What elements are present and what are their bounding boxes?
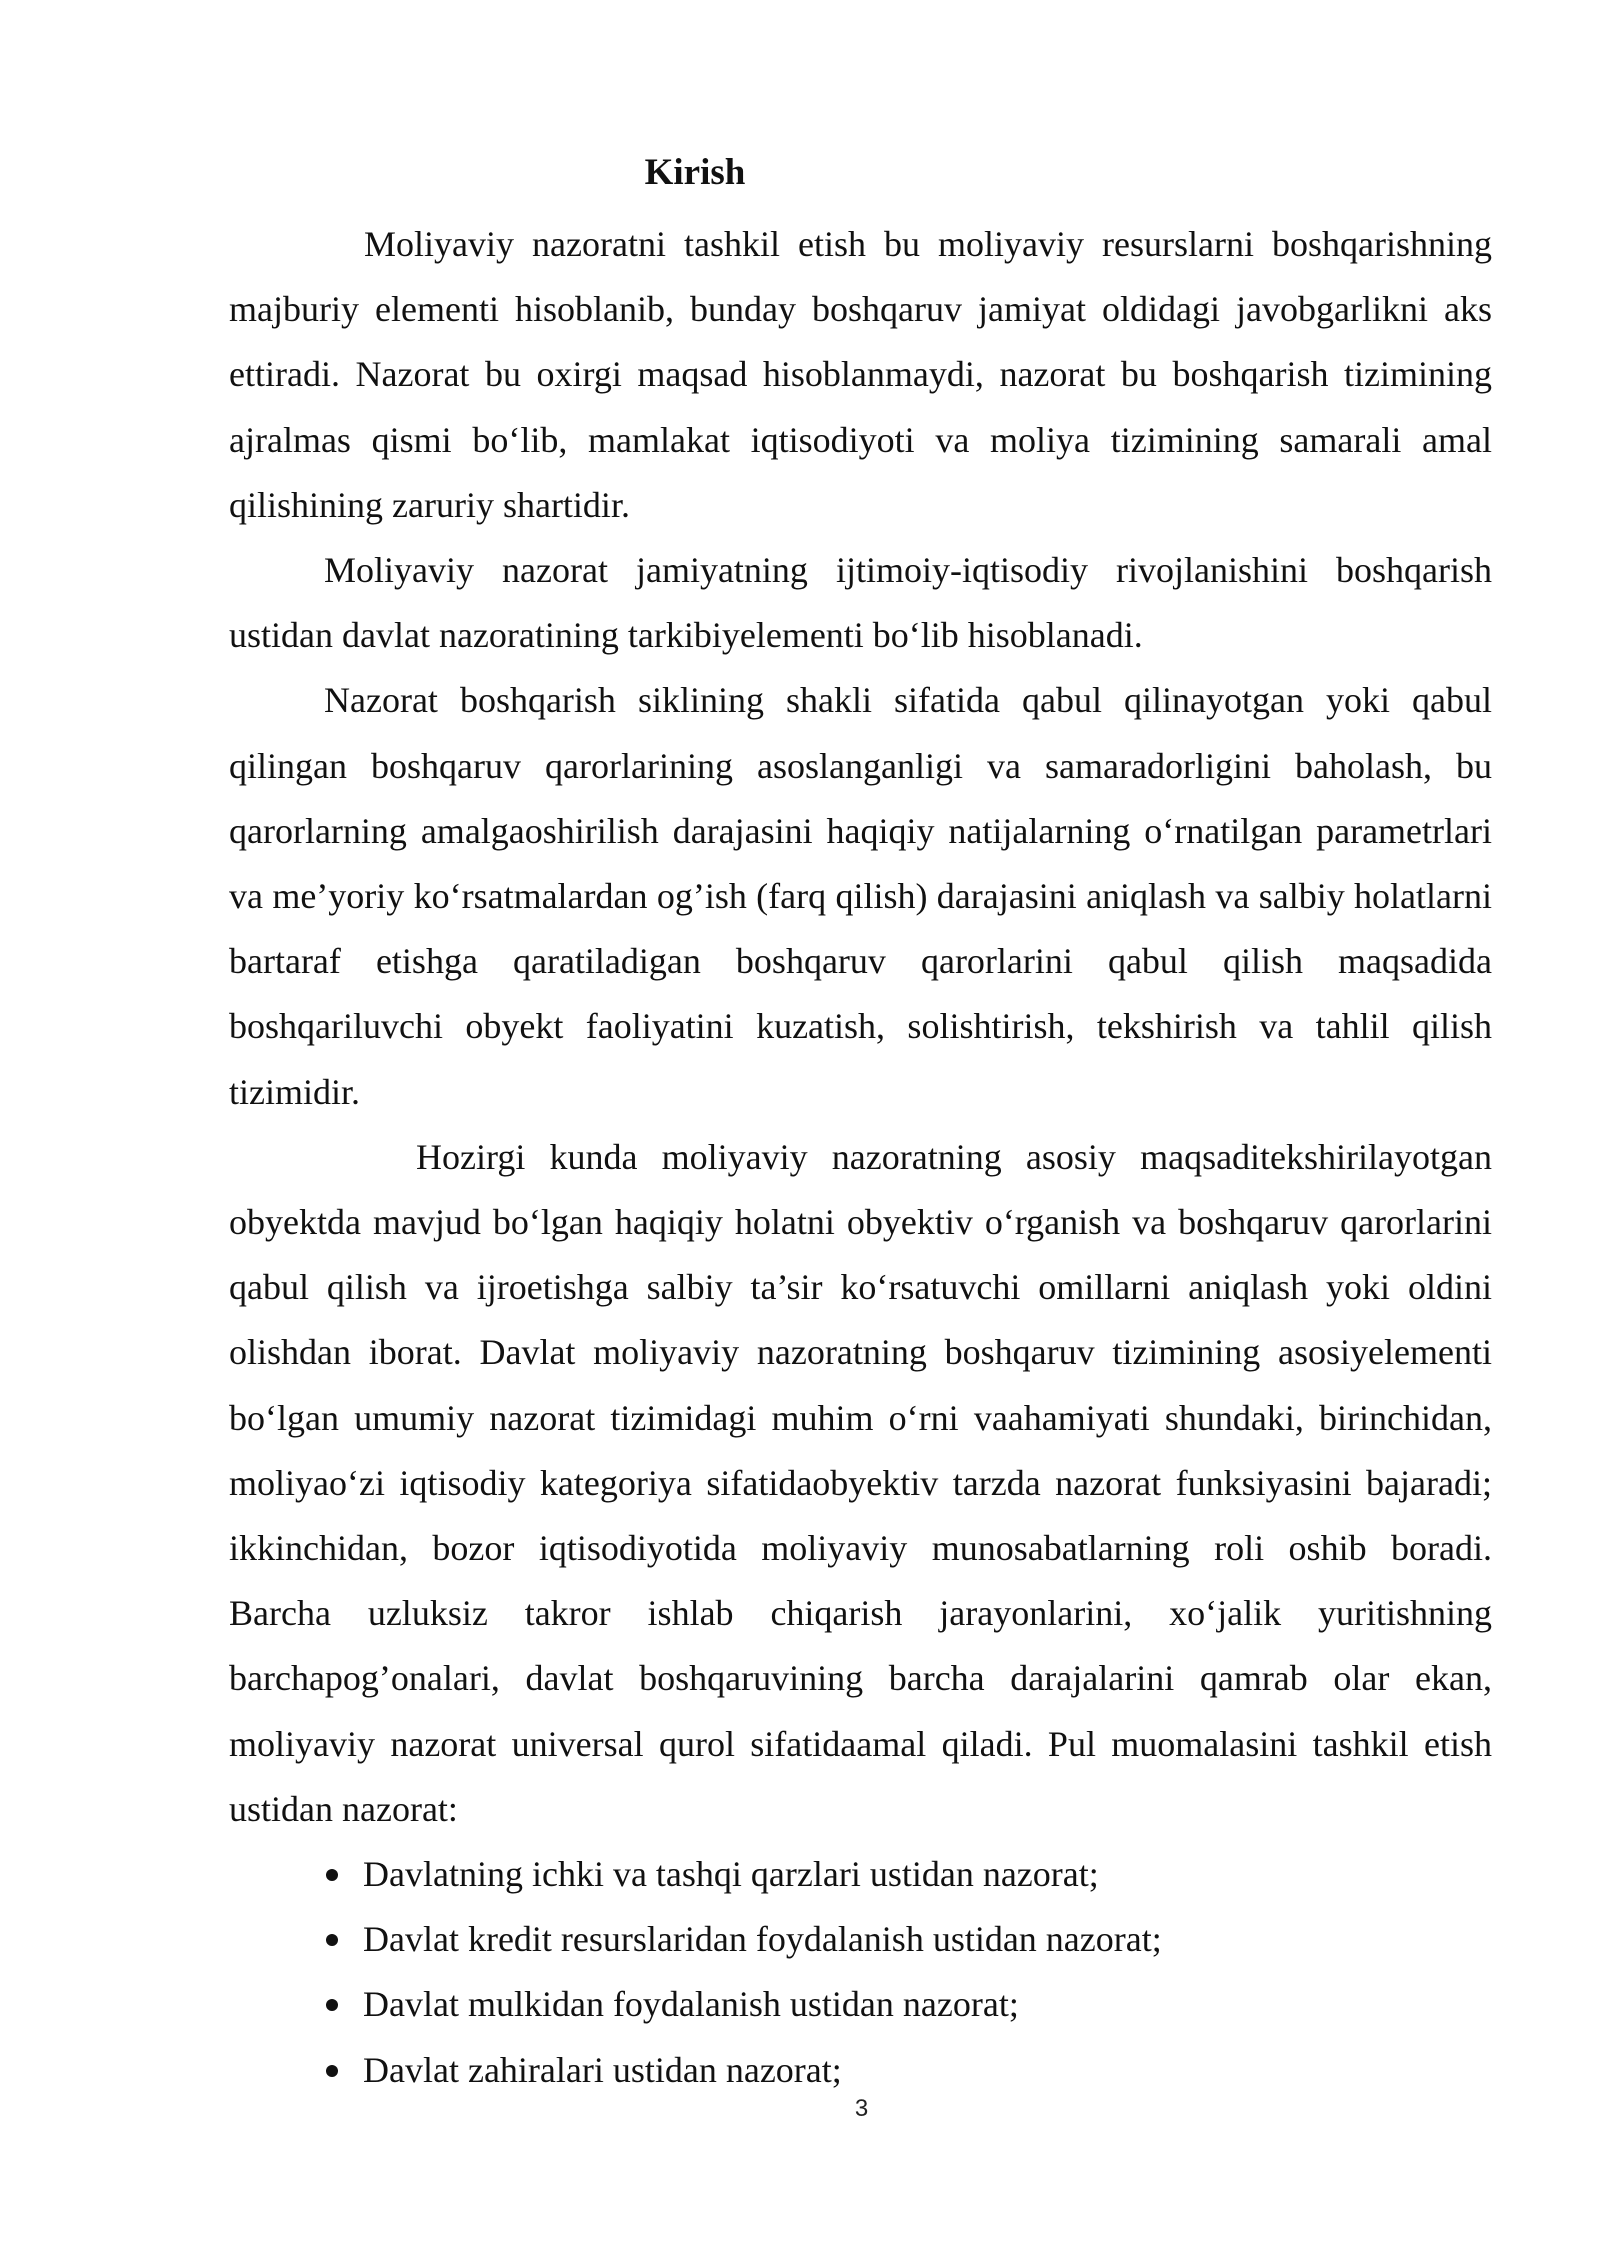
bullet-icon [326,2065,338,2077]
bullet-icon [326,1999,338,2011]
paragraph: Moliyaviy nazoratni tashkil etish bu moliyaviy resurslarni boshqarishning majburiy elementi hisoblanib, bunday boshqaruv jamiyat oldidagi javobgarlikni aks ettiradi. Nazorat bu oxirgi maqsad hisoblanmaydi, nazorat bu boshqarish tizimining ajralmas qismi bo‘lib, mamlakat iqtisodiyoti va moliya tizimining samarali amal qilishining zaruriy shartidir. [229,224,1492,525]
list-item-text: Davlat kredit resurslaridan foydalanish ustidan nazorat; [363,1919,1162,1960]
page-title: Kirish [644,152,746,193]
list-item [229,1842,1492,1907]
bullet-icon [326,1934,338,1946]
bullet-icon [326,1869,338,1881]
list-item [229,1907,1492,1972]
list-item [229,1972,1492,2037]
list-item-text: Davlat zahiralari ustidan nazorat; [363,2049,842,2090]
list-item-text: Davlatning ichki va tashqi qarzlari ustidan nazorat; [363,1854,1099,1895]
document-body [229,212,1492,2103]
bullet-list [229,1842,1492,2103]
page-number: 3 [854,2095,869,2122]
list-item-text: Davlat mulkidan foydalanish ustidan nazorat; [363,1984,1019,2025]
paragraph: Hozirgi kunda moliyaviy nazoratning asosiy maqsaditekshirilayotgan obyektda mavjud bo‘lgan haqiqiy holatni obyektiv o‘rganish va boshqaruv qarorlarini qabul qilish va ijroetishga salbiy ta’sir ko‘rsatuvchi omillarni aniqlash yoki oldini olishdan iborat. Davlat moliyaviy nazoratning boshqaruv tizimining asosiyelementi bo‘lgan umumiy nazorat tizimidagi muhim o‘rni vaahamiyati shundaki, birinchidan, moliyao‘zi iqtisodiy kategoriya sifatidaobyektiv tarzda nazorat funksiyasini bajaradi; ikkinchidan, bozor iqtisodiyotida moliyaviy munosabatlarning roli oshib boradi. Barcha uzluksiz takror ishlab chiqarish jarayonlarini, xo‘jalik yuritishning barchapog’onalari, davlat boshqaruvining barcha darajalarini qamrab olar ekan, moliyaviy nazorat universal qurol sifatidaamal qiladi. Pul muomalasini tashkil etish ustidan nazorat: [229,1136,1492,1829]
paragraph: Nazorat boshqarish siklining shakli sifatida qabul qilinayotgan yoki qabul qilingan boshqaruv qarorlarining asoslanganligi va samaradorligini baholash, bu qarorlarning amalgaoshirilish darajasini haqiqiy natijalarning o‘rnatilgan parametrlari va me’yoriy ko‘rsatmalardan og’ish (farq qilish) darajasini aniqlash va salbiy holatlarni bartaraf etishga qaratiladigan boshqaruv qarorlarini qabul qilish maqsadida boshqariluvchi obyekt faoliyatini kuzatish, solishtirish, tekshirish va tahlil qilish tizimidir. [229,680,1492,1112]
paragraph: Moliyaviy nazorat jamiyatning ijtimoiy-iqtisodiy rivojlanishini boshqarish ustidan davlat nazoratining tarkibiyelementi bo‘lib hisoblanadi. [229,550,1492,656]
